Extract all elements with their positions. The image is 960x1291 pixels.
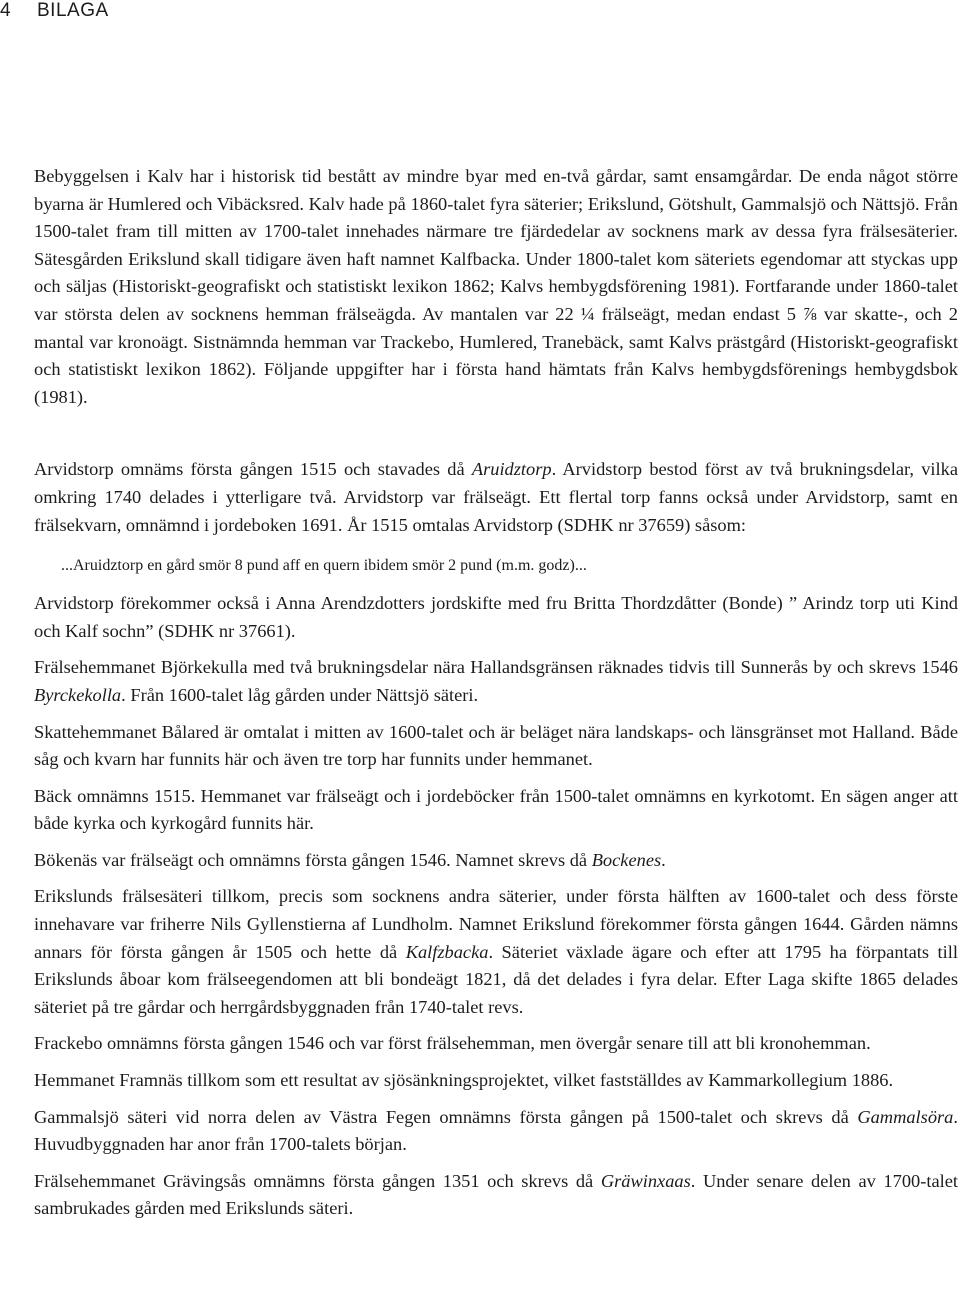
paragraph-bokenas — [34, 847, 958, 875]
text-run: . Huvudbyggnaden har anor från 1700-talets början. — [34, 1106, 958, 1155]
italic-place-name: Gammalsöra — [857, 1106, 954, 1127]
paragraph-gammalsjo — [34, 1104, 958, 1159]
section-title: BILAGA — [37, 0, 109, 21]
text-run: . — [661, 849, 666, 870]
text-run: Gammalsjö säteri vid norra delen av Västra Fegen omnämns första gången på 1500-talet och skrevs då — [34, 1106, 858, 1127]
text-run: . Från 1600-talet låg gården under Nättsjö säteri. — [121, 684, 479, 705]
paragraph-arvidstorp-2: Arvidstorp förekommer också i Anna Arendzdotters jordskifte med fru Britta Thordzdåtter (Bonde) ” Arindz torp uti Kind och Kalf sochn” (SDHK nr 37661). — [34, 593, 958, 641]
paragraph-framnas: Hemmanet Framnäs tillkom som ett resultat av sjösänkningsprojektet, vilket fastställdes av Kammarkollegium 1886. — [34, 1070, 894, 1091]
paragraph-frackebo: Frackebo omnämns första gången 1546 och var först frälsehemman, men övergår senare till att bli kronohemman. — [34, 1033, 871, 1054]
page-number: 4 — [0, 0, 11, 21]
paragraph-erikslund — [34, 883, 958, 1021]
italic-place-name: Aruidztorp — [471, 459, 552, 480]
paragraph-gravingsas — [34, 1168, 958, 1223]
italic-place-name: Gräwinxaas — [600, 1170, 691, 1191]
text-run: Erikslunds frälsesäteri tillkom, precis som socknens andra säterier, under första hälften av 1600-talet och dess förste innehavare var friherre Nils Gyllenstierna af Lundholm. Namnet Erikslund förekommer första gången 1644. Gården nämns annars för första gången år 1505 och hette då — [34, 886, 958, 962]
text-run: Arvidstorp omnäms första gången 1515 och stavades då — [34, 459, 472, 480]
italic-place-name: Kalfzbacka — [405, 941, 489, 962]
paragraph-arvidstorp — [34, 456, 958, 539]
paragraph-intro: Bebyggelsen i Kalv har i historisk tid bestått av mindre byar med en-två gårdar, samt ensamgårdar. De enda något större byarna är Humlered och Vibäcksred. Kalv hade på 1860-talet fyra säterier; Erikslund, Götshult, Gammalsjö och Nättsjö. Från 1500-talet fram till mitten av 1700-talet innehades närmare tre fjärdedelar av socknens mark av dessa fyra frälsesäterier. Sätesgården Erikslund skall tidigare även haft namnet Kalfbacka. Under 1800-talet kom säteriets egendomar att styckas upp och säljas (Historiskt-geografiskt och statistiskt lexikon 1862; Kalvs hembygdsförening 1981). Fortfarande under 1860-talet var största delen av socknens hemman frälseägda. Av mantalen var 22 ¼ frälseägt, medan endast 5 ⅞ var skatte-, och 2 mantal var kronoägt. Sistnämnda hemman var Trackebo, Humlered, Tranebäck, samt Kalvs prästgård (Historiskt-geografiskt och statistiskt lexikon 1862). Följande uppgifter har i första hand hämtats från Kalvs hembygdsförenings hembygdsbok (1981). — [34, 166, 958, 407]
text-run: Frälsehemmanet Grävingsås omnämns första gången 1351 och skrevs då — [34, 1170, 601, 1191]
document-body — [34, 163, 958, 1223]
text-run: Bökenäs var frälseägt och omnämns första gången 1546. Namnet skrevs då — [34, 849, 592, 870]
paragraph-back: Bäck omnämns 1515. Hemmanet var frälseägt och i jordeböcker från 1500-talet omnämns en kyrkotomt. En sägen anger att både kyrka och kyrkogård funnits här. — [34, 785, 958, 834]
paragraph-bjorkekulla — [34, 654, 958, 709]
text-run: . Säteriet växlade ägare och efter att 1795 ha förpantats till Erikslunds åboar kom frälseegendomen att bli bondeägt 1821, då det delades i fyra delar. Efter Laga skifte 1865 delades säteriet på tre gårdar och herrgårdsbyggnaden från 1740-talet revs. — [34, 941, 958, 1017]
text-run: Frälsehemmanet Björkekulla med två brukningsdelar nära Hallandsgränsen räknades tidvis till Sunnerås by och skrevs 1546 — [34, 657, 958, 678]
italic-place-name: Byrckekolla — [34, 684, 122, 705]
paragraph-balared: Skattehemmanet Bålared är omtalat i mitten av 1600-talet och är beläget nära landskaps- och länsgränset mot Halland. Både såg och kvarn har funnits här och även tre torp har funnits under hemmanet. — [34, 721, 958, 770]
quotation: ...Aruidztorp en gård smör 8 pund aff en quern ibidem smör 2 pund (m.m. godz)... — [61, 557, 587, 575]
text-run: . Under senare delen av 1700-talet sambrukades gården med Erikslunds säteri. — [34, 1170, 958, 1219]
text-run: . Arvidstorp bestod först av två brukningsdelar, vilka omkring 1740 delades i ytterligare två. Arvidstorp var frälseägt. Ett flertal torp fanns också under Arvidstorp, samt en frälsekvarn, omnämnd i jordeboken 1691. År 1515 omtalas Arvidstorp (SDHK nr 37659) såsom: — [34, 459, 958, 535]
italic-place-name: Bockenes — [591, 849, 662, 870]
